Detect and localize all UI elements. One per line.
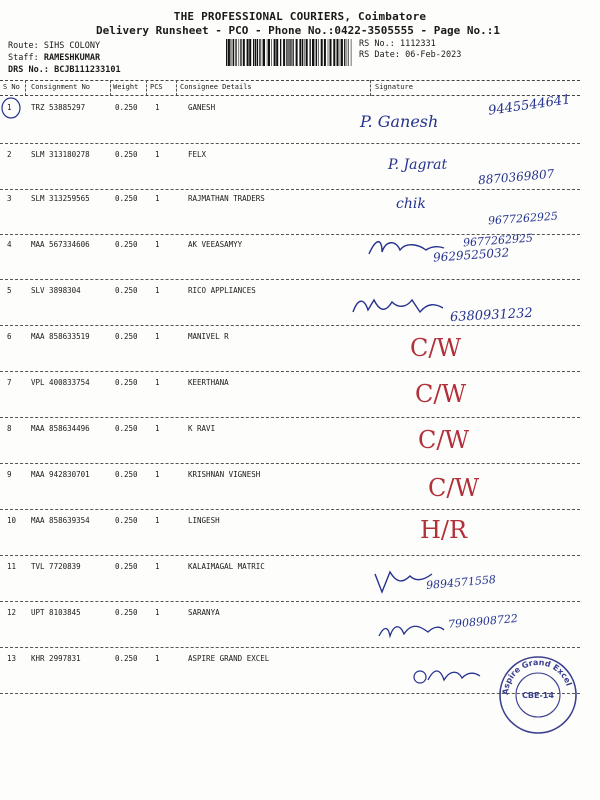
row-consignment: MAA 942830701 <box>31 470 90 479</box>
phone-3: 9677262925 <box>487 209 559 228</box>
row-sno: 9 <box>7 470 12 479</box>
row-consignee: LINGESH <box>188 516 220 525</box>
barcode-bar <box>293 39 294 66</box>
row-sno: 2 <box>7 150 12 159</box>
col-signature: Signature <box>375 83 413 91</box>
barcode-image <box>226 39 353 66</box>
row-pcs: 1 <box>155 332 160 341</box>
row-consignee: GANESH <box>188 103 216 112</box>
barcode-bar <box>340 39 341 66</box>
row-divider <box>0 555 580 556</box>
barcode-bar <box>289 39 290 66</box>
barcode-bar <box>315 39 316 66</box>
row-pcs: 1 <box>155 150 160 159</box>
row-divider <box>0 189 580 190</box>
runsheet-subtitle: Delivery Runsheet - PCO - Phone No.:0422-3505555 - Page No.:1 <box>96 24 500 37</box>
row-pcs: 1 <box>155 470 160 479</box>
phone-11: 9894571558 <box>425 572 497 593</box>
col-sno: S No <box>3 83 20 91</box>
row-pcs: 1 <box>155 608 160 617</box>
rs-no-label: RS No.: <box>359 39 395 49</box>
route-line <box>8 41 100 51</box>
row-pcs: 1 <box>155 562 160 571</box>
phone-12: 7908908722 <box>447 611 519 632</box>
signature-13-mark <box>412 664 482 694</box>
barcode-bar <box>344 39 345 66</box>
table-header-rule <box>0 95 580 96</box>
row-consignment: MAA 858639354 <box>31 516 90 525</box>
row-consignee: ASPIRE GRAND EXCEL <box>188 654 270 663</box>
barcode-bar <box>286 39 287 66</box>
note-cw-6: C/W <box>410 334 462 362</box>
row-consignment: MAA 858633519 <box>31 332 90 341</box>
row-sno: 11 <box>7 562 17 571</box>
barcode-bar <box>253 39 254 66</box>
barcode-bar <box>333 39 335 66</box>
col-divider <box>25 80 26 96</box>
row-sno: 5 <box>7 286 12 295</box>
signature-3: chik <box>396 196 426 212</box>
barcode-bar <box>310 39 311 66</box>
barcode-bar <box>235 39 236 66</box>
row-consignment: SLV 3898304 <box>31 286 81 295</box>
phone-4a: 9677262925 <box>462 231 534 250</box>
row-divider <box>0 647 580 648</box>
row-weight: 0.250 <box>115 103 138 112</box>
row-sno: 1 <box>7 103 12 112</box>
row-sno: 12 <box>7 608 17 617</box>
row-consignee: SARANYA <box>188 608 220 617</box>
row-consignee: K RAVI <box>188 424 216 433</box>
drs-value: BCJB111233101 <box>54 65 121 75</box>
barcode-bar <box>232 39 233 66</box>
staff-label: Staff: <box>8 53 39 63</box>
row-divider <box>0 279 580 280</box>
barcode-bar <box>347 39 348 66</box>
barcode-bar <box>239 39 240 66</box>
staff-line <box>8 53 100 63</box>
barcode-bar <box>276 39 278 66</box>
table-header <box>0 80 600 96</box>
barcode-bar <box>268 39 270 66</box>
row-weight: 0.250 <box>115 562 138 571</box>
signature-scribble <box>350 294 445 318</box>
company-stamp <box>498 655 578 735</box>
col-divider <box>110 80 111 96</box>
row-consignment: UPT 8103845 <box>31 608 81 617</box>
note-hr-10: H/R <box>420 516 468 544</box>
barcode-bar <box>243 39 245 66</box>
phone-5: 6380931232 <box>449 305 534 326</box>
note-cw-8: C/W <box>418 426 470 454</box>
row-divider <box>0 143 580 144</box>
barcode-bar <box>280 39 281 66</box>
row-sno: 7 <box>7 378 12 387</box>
rs-no-line <box>359 39 436 49</box>
row-consignment: KHR 2997831 <box>31 654 81 663</box>
row-divider <box>0 325 580 326</box>
row-pcs: 1 <box>155 286 160 295</box>
barcode-bar <box>262 39 263 66</box>
row-sno: 3 <box>7 194 12 203</box>
svg-text:Aspire Grand Excel <box>501 658 574 695</box>
stamp-code: CBE-14 <box>522 691 554 700</box>
signature-scribble <box>412 664 482 690</box>
row-pcs: 1 <box>155 424 160 433</box>
row-sno: 10 <box>7 516 17 525</box>
row-consignment: TRZ 53885297 <box>31 103 86 112</box>
barcode-bar <box>283 39 285 66</box>
col-divider <box>146 80 147 96</box>
col-consignment: Consignment No <box>31 83 91 91</box>
rs-no-value: 1112331 <box>399 39 436 49</box>
barcode-bar <box>341 39 343 66</box>
col-consignee: Consignee Details <box>180 83 252 91</box>
row-consignment: SLM 313180278 <box>31 150 90 159</box>
signature-12-mark <box>376 618 446 646</box>
barcode-bar <box>288 39 289 66</box>
row-weight: 0.250 <box>115 516 138 525</box>
barcode-bar <box>337 39 339 66</box>
rs-date-line <box>359 50 461 60</box>
barcode-bar <box>271 39 272 66</box>
row-weight: 0.250 <box>115 150 138 159</box>
row-pcs: 1 <box>155 516 160 525</box>
row-divider <box>0 601 580 602</box>
row-weight: 0.250 <box>115 608 138 617</box>
row-consignment: TVL 7720839 <box>31 562 81 571</box>
row-weight: 0.250 <box>115 654 138 663</box>
barcode-bar <box>274 39 276 66</box>
row-consignee: AK VEEASAMYY <box>188 240 243 249</box>
row-pcs: 1 <box>155 378 160 387</box>
row-weight: 0.250 <box>115 194 138 203</box>
barcode-bar <box>299 39 301 66</box>
col-pcs: PCS <box>150 83 163 91</box>
drs-label: DRS No.: <box>8 65 49 75</box>
col-divider <box>176 80 177 96</box>
note-cw-9: C/W <box>428 474 480 502</box>
stamp-text: Aspire Grand Excel <box>500 657 574 696</box>
row1-circle-mark <box>0 96 24 122</box>
col-divider <box>370 80 371 96</box>
row-divider <box>0 693 580 694</box>
barcode-bar <box>321 39 323 66</box>
barcode-bar <box>330 39 332 66</box>
barcode-bar <box>255 39 256 66</box>
barcode-bar <box>291 39 292 66</box>
row-divider <box>0 509 580 510</box>
barcode-bar <box>257 39 258 66</box>
row-sno: 6 <box>7 332 12 341</box>
row-pcs: 1 <box>155 654 160 663</box>
row-weight: 0.250 <box>115 378 138 387</box>
barcode-bar <box>306 39 308 66</box>
phone-2: 8870369807 <box>477 166 555 188</box>
signature-5-mark <box>350 294 445 323</box>
note-cw-7: C/W <box>415 380 467 408</box>
row-consignment: MAA 858634496 <box>31 424 90 433</box>
barcode-bar <box>324 39 326 66</box>
barcode-bar <box>312 39 314 66</box>
barcode-bar <box>247 39 249 66</box>
row-sno: 13 <box>7 654 17 663</box>
staff-value: RAMESHKUMAR <box>43 53 101 63</box>
signature-1 <box>360 112 438 131</box>
row-sno: 4 <box>7 240 12 249</box>
page-title: THE PROFESSIONAL COURIERS, Coimbatore <box>173 10 427 23</box>
row-consignment: SLM 313259565 <box>31 194 90 203</box>
barcode-bar <box>318 39 319 66</box>
row-divider <box>0 463 580 464</box>
row-consignee: KALAIMAGAL MATRIC <box>188 562 265 571</box>
route-value: SIHS COLONY <box>43 41 101 51</box>
barcode-bar <box>328 39 329 66</box>
row-divider <box>0 417 580 418</box>
barcode-bar <box>231 39 232 66</box>
barcode-bar <box>240 39 241 66</box>
row-consignee: KEERTHANA <box>188 378 229 387</box>
row-consignment: VPL 400833754 <box>31 378 90 387</box>
row-weight: 0.250 <box>115 424 138 433</box>
barcode-bar <box>351 39 352 66</box>
row-consignee: FELX <box>188 150 207 159</box>
signature-text: P. Ganesh <box>360 112 439 131</box>
row-weight: 0.250 <box>115 332 138 341</box>
drs-line <box>8 65 121 75</box>
rs-date-label: RS Date: <box>359 50 400 60</box>
row-consignee: MANIVEL R <box>188 332 229 341</box>
barcode-bar <box>305 39 306 66</box>
phone-4b: 9629525032 <box>432 245 510 265</box>
row-weight: 0.250 <box>115 470 138 479</box>
barcode-bar <box>316 39 317 66</box>
barcode-bar <box>228 39 230 66</box>
row-consignment: MAA 567334606 <box>31 240 90 249</box>
barcode-bar <box>263 39 265 66</box>
col-weight: Weight <box>113 83 139 91</box>
row-consignee: RAJMATHAN TRADERS <box>188 194 265 203</box>
barcode-bar <box>302 39 303 66</box>
barcode-bar <box>226 39 227 66</box>
signature-scribble <box>376 618 446 642</box>
row-weight: 0.250 <box>115 286 138 295</box>
barcode-bar <box>267 39 268 66</box>
row-consignee: KRISHNAN VIGNESH <box>188 470 261 479</box>
row-consignee: RICO APPLIANCES <box>188 286 256 295</box>
row-divider <box>0 371 580 372</box>
row-sno: 8 <box>7 424 12 433</box>
row-pcs: 1 <box>155 103 160 112</box>
barcode-bar <box>348 39 349 66</box>
barcode-bar <box>249 39 251 66</box>
phone-1: 9445544641 <box>487 92 572 119</box>
row-pcs: 1 <box>155 194 160 203</box>
rs-date-value: 06-Feb-2023 <box>405 50 462 60</box>
route-label: Route: <box>8 41 39 51</box>
signature-2: P. Jagrat <box>388 157 448 173</box>
row-pcs: 1 <box>155 240 160 249</box>
row-weight: 0.250 <box>115 240 138 249</box>
barcode-bar <box>259 39 260 66</box>
barcode-bar <box>296 39 298 66</box>
barcode-bar <box>233 39 234 66</box>
